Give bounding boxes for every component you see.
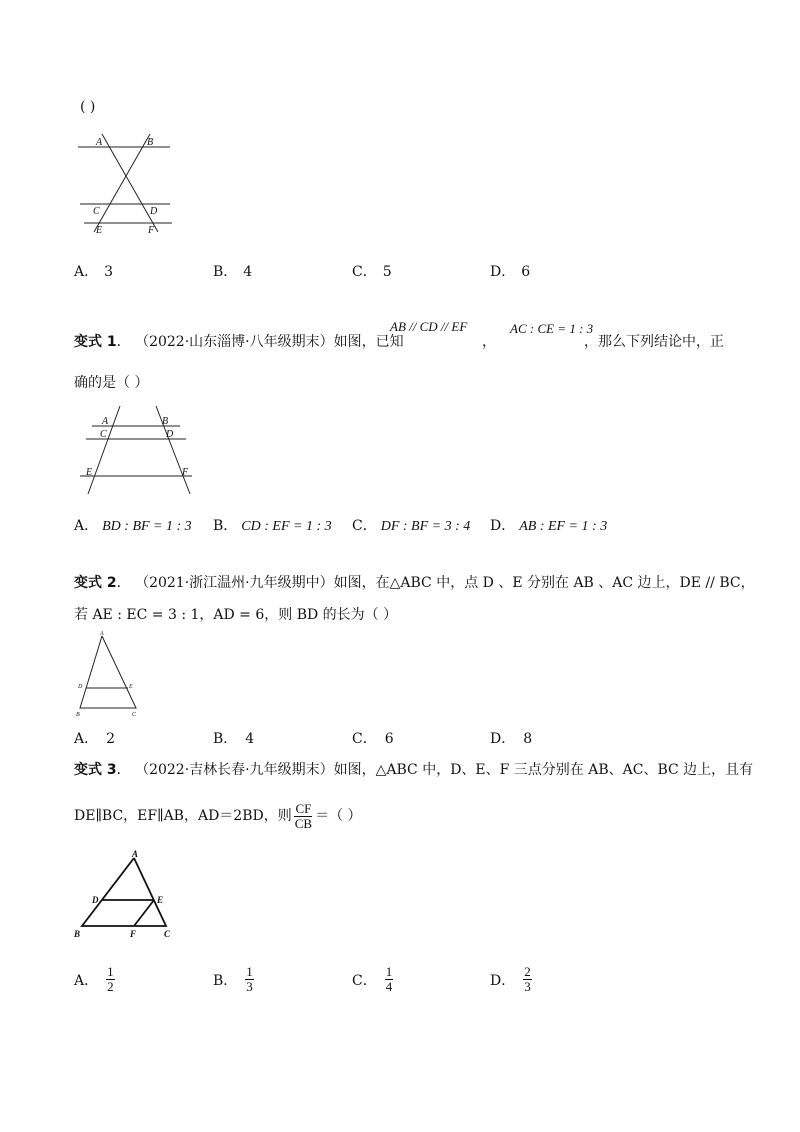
- option-value: 6: [521, 264, 531, 280]
- fig-label-d: D: [150, 206, 158, 217]
- option-letter: B．: [213, 264, 238, 280]
- option-letter: D．: [490, 518, 516, 534]
- option-letter: C．: [352, 264, 377, 280]
- q2-stem-line2: 若 AE : EC = 3 : 1，AD = 6，则 BD 的长为（ ）: [74, 607, 398, 623]
- q3-tag: 变式 3: [74, 762, 117, 778]
- fig-label-a: A: [96, 137, 103, 148]
- q3-line1-text: （2022·吉林长春·九年级期末）如图，△ABC 中，D、E、F 三点分别在 AB、AC、BC 边上，且有: [135, 762, 754, 778]
- fig-label-b: B: [76, 712, 80, 718]
- fig-label-c: C: [164, 929, 171, 939]
- fig-label-b: B: [74, 929, 81, 939]
- q1-tail: ，那么下列结论中，正: [584, 334, 724, 350]
- fig-label-b: B: [162, 416, 169, 427]
- option-letter: D．: [490, 972, 516, 989]
- triangle-abc: [80, 636, 136, 708]
- q1-option-b[interactable]: [213, 515, 332, 535]
- fraction-denominator: 4: [385, 979, 393, 994]
- option-letter: B．: [213, 972, 238, 989]
- option-letter: C．: [352, 972, 377, 989]
- q3-line2-pre: DE∥BC，EF∥AB，AD＝2BD，则: [74, 808, 292, 824]
- fraction-denominator: CB: [294, 815, 313, 831]
- fig-label-f: F: [148, 225, 155, 236]
- option-value: 4: [243, 264, 253, 280]
- triangle-abc: [82, 858, 166, 926]
- option-value: DF : BF = 3 : 4: [380, 519, 471, 534]
- q1-stem-line1: [74, 333, 404, 351]
- option-fraction: [245, 965, 254, 994]
- fraction-denominator: 2: [107, 979, 114, 994]
- fraction-numerator: CF: [295, 800, 312, 816]
- fig-label-e: E: [96, 225, 103, 236]
- fraction-numerator: 1: [107, 964, 114, 979]
- q1-tag: 变式 1: [74, 334, 117, 350]
- answer-paren: ( ): [80, 99, 96, 115]
- q1-formula-ratio: AC : CE = 1 : 3: [510, 321, 594, 336]
- option-fraction: [106, 965, 115, 994]
- option-value: 2: [106, 731, 116, 747]
- option-letter: A．: [74, 731, 99, 747]
- option-value: 5: [382, 264, 392, 280]
- q3-option-a[interactable]: [74, 965, 115, 994]
- fig-label-f: F: [182, 467, 189, 478]
- option-letter: A．: [74, 518, 99, 534]
- q3-stem-line1: [74, 761, 753, 779]
- option-letter: B．: [213, 518, 238, 534]
- fraction-numerator: 1: [385, 964, 393, 979]
- q2-option-c[interactable]: [352, 728, 394, 748]
- q2-option-d[interactable]: [490, 728, 532, 748]
- fig-label-e: E: [129, 684, 133, 690]
- q2-line1-text: （2021·浙江温州·九年级期中）如图，在△ABC 中，点 D 、E 分别在 AB 、AC 边上，DE // BC，: [135, 575, 755, 591]
- q1-option-c[interactable]: [352, 515, 470, 535]
- q3-stem-line2: [74, 798, 362, 834]
- fig-label-a: A: [132, 849, 139, 859]
- q1-dot: ．: [116, 334, 131, 350]
- option-value: BD : BF = 1 : 3: [102, 519, 192, 534]
- option-letter: D．: [490, 264, 516, 280]
- fig-label-c: C: [93, 206, 100, 217]
- transversal-1: [102, 134, 158, 232]
- q2-option-a[interactable]: [74, 728, 115, 748]
- fig-label-a: A: [100, 631, 104, 637]
- q1-option-d[interactable]: [490, 515, 607, 535]
- q3-option-b[interactable]: [213, 965, 254, 994]
- segment-ef: [134, 900, 154, 926]
- q1-comma: ，: [482, 334, 496, 350]
- q1-formula-parallel: AB // CD // EF: [390, 319, 468, 334]
- option-d[interactable]: [490, 261, 530, 281]
- option-letter: D．: [490, 731, 516, 747]
- q1-stem-line2: 确的是（ ）: [74, 375, 149, 391]
- option-letter: C．: [352, 731, 377, 747]
- option-letter: A．: [74, 972, 99, 989]
- option-value: 6: [384, 731, 394, 747]
- q2-tag: 变式 2: [74, 575, 117, 591]
- q3-dot: ．: [116, 762, 131, 778]
- option-c[interactable]: [352, 261, 392, 281]
- q1-option-a[interactable]: [74, 515, 192, 535]
- q2-stem-line1: [74, 574, 755, 592]
- fraction-numerator: 1: [246, 964, 253, 979]
- q2-option-b[interactable]: [213, 728, 254, 748]
- fraction-numerator: 2: [524, 964, 531, 979]
- q2-triangle-figure: [70, 630, 150, 720]
- q3-option-c[interactable]: [352, 965, 393, 994]
- option-b[interactable]: [213, 261, 252, 281]
- transversal-2: [94, 134, 150, 232]
- q2-dot: ．: [116, 575, 131, 591]
- option-letter: A．: [74, 264, 99, 280]
- q1-source: （2022·山东淄博·八年级期末）如图，已知: [135, 334, 404, 350]
- fig-label-c: C: [100, 429, 107, 440]
- option-letter: B．: [213, 731, 238, 747]
- q3-fraction: [294, 802, 313, 831]
- q3-triangle-figure: [70, 846, 185, 942]
- option-value: AB : EF = 1 : 3: [519, 519, 608, 534]
- fig-label-b: B: [147, 137, 154, 148]
- fig-label-e: E: [157, 895, 164, 905]
- option-value: 8: [523, 731, 533, 747]
- fraction-denominator: 3: [246, 979, 253, 994]
- option-letter: C．: [352, 518, 377, 534]
- fig-label-f: F: [130, 929, 137, 939]
- option-value: 3: [104, 264, 114, 280]
- option-fraction: [523, 965, 532, 994]
- q3-option-d[interactable]: [490, 965, 532, 994]
- fig-label-a: A: [102, 416, 109, 427]
- fig-label-e: E: [86, 467, 93, 478]
- q1-figure: [74, 402, 199, 498]
- fig-label-d: D: [166, 429, 174, 440]
- fraction-denominator: 3: [524, 979, 531, 994]
- fig-label-d: D: [92, 895, 99, 905]
- option-value: 4: [245, 731, 255, 747]
- fig-label-c: C: [132, 712, 137, 718]
- option-value: CD : EF = 1 : 3: [241, 519, 332, 534]
- option-fraction: [385, 965, 394, 994]
- fig-label-d: D: [78, 684, 83, 690]
- option-a[interactable]: [74, 261, 113, 281]
- q3-line2-post: ＝（ ）: [315, 808, 362, 824]
- parallel-lines-figure: [70, 126, 185, 238]
